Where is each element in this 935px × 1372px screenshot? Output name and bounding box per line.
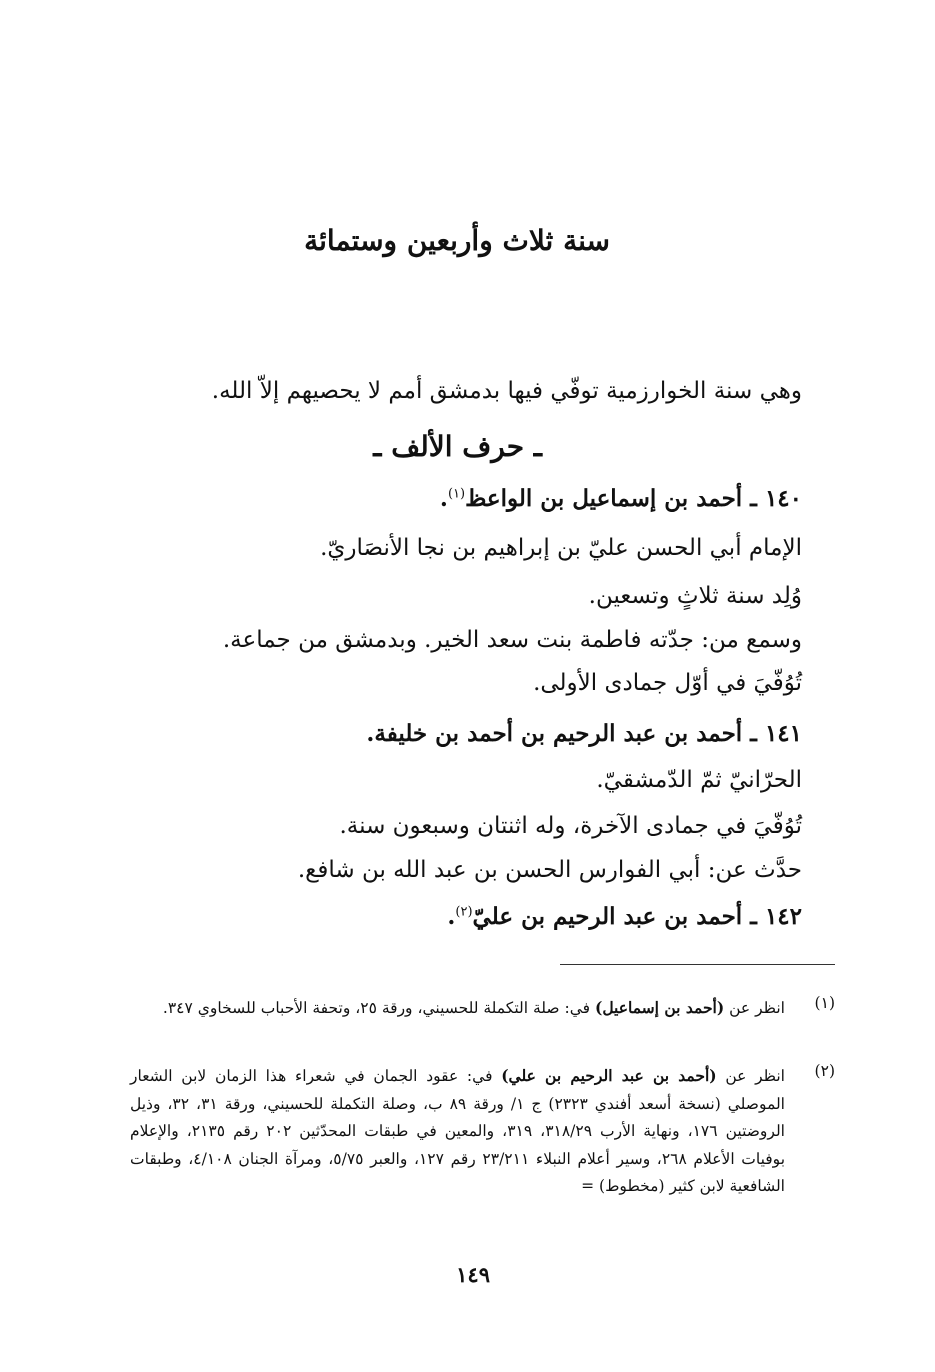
entry-heading-text: ١٤٠ ـ أحمد بن إسماعيل بن الواعظ [465,485,802,512]
footnote-ref: (١) [447,486,466,502]
footnote-separator [560,964,835,965]
footnote-name: (أحمد بن عبد الرحيم بن علي) [501,1066,717,1085]
entry-line: تُوُفّيَ في جمادى الآخرة، وله اثنتان وسبعون سنة. [339,813,802,839]
entry-line: حدَّث عن: أبي الفوارس الحسن بن عبد الله بن شافع. [297,857,802,883]
entry-line: وسمع من: جدّته فاطمة بنت سعد الخير. وبدمشق من جماعة. [222,627,802,653]
heading-period: . [447,903,456,930]
footnote-lead: انظر عن [725,1067,785,1085]
footnote-body: في: عقود الجمان في شعراء هذا الزمان لابن الشعار الموصلي (نسخة أسعد أفندي ٢٣٢٣) ج ١/ ورقة ٨٩ ب، وصلة التكملة للحسيني، ورقة ٣١، ٣٢، وذيل الروضتين ١٧٦، ونهاية الأرب ٣١٨/٢٩، ٣١٩، والمعين في طبقات المحدّثين ٢٠٢ رقم ٢١٣٥، والإعلام بوفيات الأعلام ٢٦٨، وسير أعلام النبلاء ٢٣/٢١١ رقم ١٢٧، والعبر ٥/٧٥، ومرآة الجنان ٤/١٠٨، وطبقات الشافعية لابن كثير (مخطوط) = [130,1067,786,1195]
entry-heading: ١٤١ ـ أحمد بن عبد الرحيم بن أحمد بن خليفة. [366,720,802,747]
footnote-ref: (٢) [455,904,473,920]
footnote-body: في: صلة التكملة للحسيني، ورقة ٢٥، وتحفة الأحباب للسخاوي ٣٤٧. [162,999,591,1017]
entry-heading [447,903,802,930]
entry-line: الحرّانيّ ثمّ الدّمشقيّ. [596,767,802,793]
footnote-lead: انظر عن [729,999,785,1017]
footnote-text [130,994,785,1023]
page-number: ١٤٩ [456,1262,490,1287]
footnote-number: (٢) [814,1062,835,1080]
heading-period: . [439,485,448,512]
footnote-name: (أحمد بن إسماعيل) [594,998,725,1017]
entry-line: تُوُفّيَ في أوّل جمادى الأولى. [533,670,802,696]
entry-line: الإمام أبي الحسن عليّ بن إبراهيم بن نجا الأنصَاريّ. [320,535,802,561]
page-title: سنة ثلاث وأربعين وستمائة [304,224,610,257]
footnote-number: (١) [814,994,835,1012]
section-heading: ـ حرف الألف ـ [373,430,542,463]
intro-text: وهي سنة الخوارزمية توفّي فيها بدمشق أمم لا يحصيهم إلاّ الله. [211,378,802,404]
entry-heading [440,485,802,512]
entry-line: وُلِد سنة ثلاثٍ وتسعين. [588,583,802,609]
footnote-text [130,1062,785,1201]
entry-heading-text: ١٤٢ ـ أحمد بن عبد الرحيم بن عليّ [472,903,802,930]
